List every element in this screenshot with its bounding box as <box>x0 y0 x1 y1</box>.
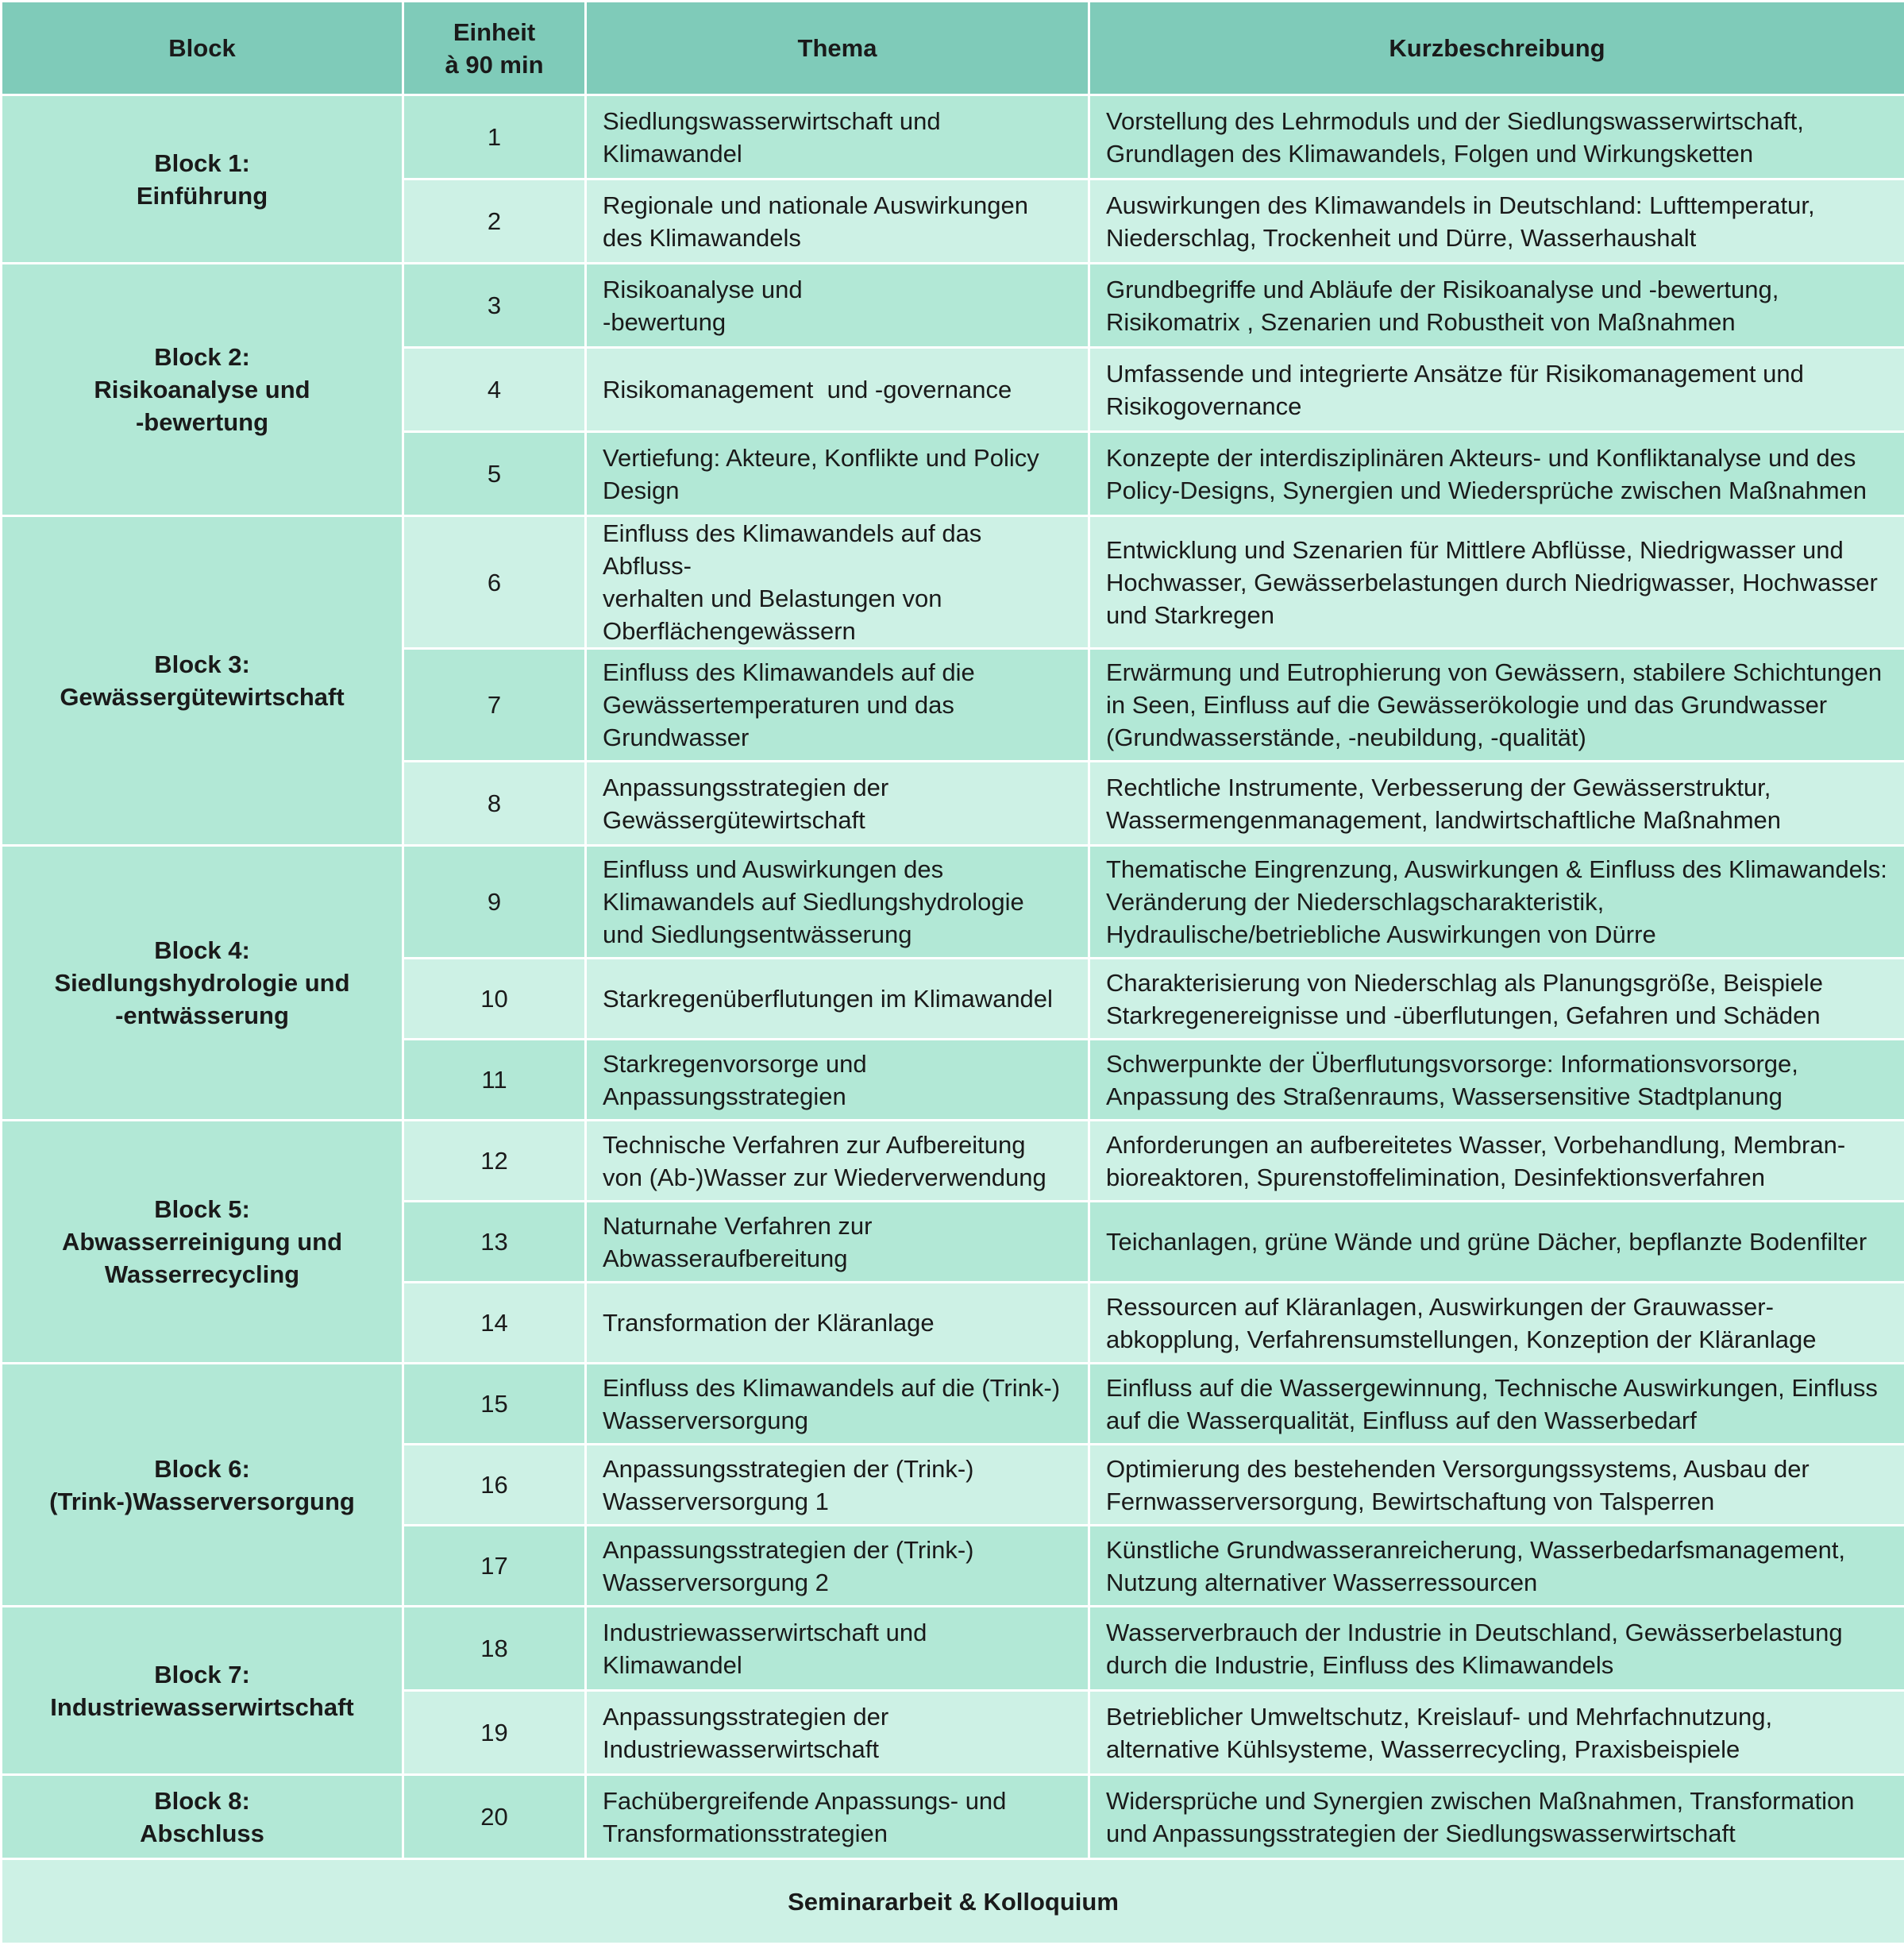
table-row <box>2 1364 1904 1445</box>
block-title: Abwasserreinigung und <box>62 1228 342 1256</box>
topic-cell: Transformation der Kläranlage <box>586 1283 1089 1364</box>
description-cell: Konzepte der interdisziplinären Akteurs- und Konfliktanalyse und des Policy-Designs, Synergien und Wiedersprüche zwischen Maßnahmen <box>1089 432 1904 516</box>
unit-number: 15 <box>403 1364 586 1445</box>
description-cell: Umfassende und integrierte Ansätze für Risikomanagement und Risikogovernance <box>1089 348 1904 432</box>
table-row <box>2 1607 1904 1691</box>
unit-number: 9 <box>403 846 586 959</box>
table-row <box>2 846 1904 959</box>
block-cell-5 <box>2 1121 403 1364</box>
unit-number: 1 <box>403 95 586 179</box>
unit-number: 12 <box>403 1121 586 1202</box>
description-cell: Entwicklung und Szenarien für Mittlere Abflüsse, Niedrigwasser und Hochwasser, Gewässerbelastungen durch Niedrigwasser, Hochwasser und Starkregen <box>1089 516 1904 649</box>
topic-cell: Vertiefung: Akteure, Konflikte und Policy Design <box>586 432 1089 516</box>
description-cell: Schwerpunkte der Überflutungsvorsorge: Informationsvorsorge, Anpassung des Straßenraums, Wassersensitive Stadtplanung <box>1089 1040 1904 1121</box>
description-cell: Charakterisierung von Niederschlag als Planungsgröße, Beispiele Starkregenereignisse und -überflutungen, Gefahren und Schäden <box>1089 959 1904 1040</box>
unit-number: 16 <box>403 1445 586 1526</box>
block-title: Einführung <box>137 182 268 210</box>
description-cell: Einfluss auf die Wassergewinnung, Technische Auswirkungen, Einfluss auf die Wasserqualität, Einfluss auf den Wasserbedarf <box>1089 1364 1904 1445</box>
block-cell-7 <box>2 1607 403 1775</box>
block-title: Gewässergütewirtschaft <box>60 683 344 711</box>
block-cell-2 <box>2 264 403 516</box>
header-thema: Thema <box>586 2 1089 95</box>
description-cell: Auswirkungen des Klimawandels in Deutschland: Lufttemperatur, Niederschlag, Trockenheit und Dürre, Wasserhaushalt <box>1089 179 1904 264</box>
topic-cell: Anpassungsstrategien der (Trink-) Wasserversorgung 2 <box>586 1526 1089 1607</box>
topic-cell: Anpassungsstrategien der Industriewasserwirtschaft <box>586 1691 1089 1775</box>
table-row <box>2 516 1904 649</box>
topic-cell: Industriewasserwirtschaft und Klimawandel <box>586 1607 1089 1691</box>
block-title: Siedlungshydrologie und <box>55 969 350 997</box>
description-cell: Teichanlagen, grüne Wände und grüne Dächer, bepflanzte Bodenfilter <box>1089 1202 1904 1283</box>
block-cell-6 <box>2 1364 403 1607</box>
topic-cell: Einfluss des Klimawandels auf die (Trink-) Wasserversorgung <box>586 1364 1089 1445</box>
topic-cell: Risikomanagement und -governance <box>586 348 1089 432</box>
description-cell: Optimierung des bestehenden Versorgungssystems, Ausbau der Fernwasserversorgung, Bewirtschaftung von Talsperren <box>1089 1445 1904 1526</box>
block-title: Abschluss <box>140 1820 264 1847</box>
block-title: (Trink-)Wasserversorgung <box>49 1488 355 1515</box>
block-label: Block 3: <box>154 650 250 678</box>
header-einheit-line1: Einheit <box>453 18 535 46</box>
block-title: Risikoanalyse und <box>94 376 310 403</box>
topic-cell: Anpassungsstrategien der (Trink-) Wasserversorgung 1 <box>586 1445 1089 1526</box>
description-cell: Ressourcen auf Kläranlagen, Auswirkungen der Grauwasser- abkopplung, Verfahrensumstellungen, Konzeption der Kläranlage <box>1089 1283 1904 1364</box>
footer-row <box>2 1859 1904 1944</box>
description-cell: Widersprüche und Synergien zwischen Maßnahmen, Transformation und Anpassungsstrategien der Siedlungswasserwirtschaft <box>1089 1775 1904 1859</box>
description-cell: Wasserverbrauch der Industrie in Deutschland, Gewässerbelastung durch die Industrie, Einfluss des Klimawandels <box>1089 1607 1904 1691</box>
block-label: Block 2: <box>154 343 250 371</box>
description-cell: Thematische Eingrenzung, Auswirkungen & Einfluss des Klimawandels: Veränderung der Niederschlagscharakteristik, Hydraulische/betriebliche Auswirkungen von Dürre <box>1089 846 1904 959</box>
unit-number: 6 <box>403 516 586 649</box>
description-cell: Betrieblicher Umweltschutz, Kreislauf- und Mehrfachnutzung, alternative Kühlsysteme, Wasserrecycling, Praxisbeispiele <box>1089 1691 1904 1775</box>
description-cell: Erwärmung und Eutrophierung von Gewässern, stabilere Schichtungen in Seen, Einfluss auf die Gewässerökologie und das Grundwasser (Grundwasserstände, -neubildung, -qualität) <box>1089 649 1904 762</box>
block-label: Block 6: <box>154 1455 250 1483</box>
unit-number: 3 <box>403 264 586 348</box>
unit-number: 13 <box>403 1202 586 1283</box>
unit-number: 10 <box>403 959 586 1040</box>
unit-number: 7 <box>403 649 586 762</box>
topic-cell: Risikoanalyse und -bewertung <box>586 264 1089 348</box>
footer-seminar: Seminararbeit & Kolloquium <box>2 1859 1904 1944</box>
table-row <box>2 95 1904 179</box>
unit-number: 4 <box>403 348 586 432</box>
block-title-cont: -bewertung <box>136 408 268 436</box>
topic-cell: Einfluss des Klimawandels auf das Abfluss- verhalten und Belastungen von Oberflächengewässern <box>586 516 1089 649</box>
topic-cell: Regionale und nationale Auswirkungen des Klimawandels <box>586 179 1089 264</box>
header-einheit-line2: à 90 min <box>445 51 543 79</box>
header-kurzbeschreibung: Kurzbeschreibung <box>1089 2 1904 95</box>
block-cell-1 <box>2 95 403 264</box>
description-cell: Anforderungen an aufbereitetes Wasser, Vorbehandlung, Membran- bioreaktoren, Spurenstoffelimination, Desinfektionsverfahren <box>1089 1121 1904 1202</box>
table-row <box>2 1775 1904 1859</box>
description-cell: Vorstellung des Lehrmoduls und der Siedlungswasserwirtschaft, Grundlagen des Klimawandels, Folgen und Wirkungsketten <box>1089 95 1904 179</box>
header-block: Block <box>2 2 403 95</box>
unit-number: 18 <box>403 1607 586 1691</box>
topic-cell: Siedlungswasserwirtschaft und Klimawandel <box>586 95 1089 179</box>
description-cell: Künstliche Grundwasseranreicherung, Wasserbedarfsmanagement, Nutzung alternativer Wasserressourcen <box>1089 1526 1904 1607</box>
block-cell-3 <box>2 516 403 846</box>
block-cell-8 <box>2 1775 403 1859</box>
description-cell: Rechtliche Instrumente, Verbesserung der Gewässerstruktur, Wassermengenmanagement, landwirtschaftliche Maßnahmen <box>1089 762 1904 846</box>
unit-number: 5 <box>403 432 586 516</box>
unit-number: 2 <box>403 179 586 264</box>
unit-number: 19 <box>403 1691 586 1775</box>
block-title-cont: Wasserrecycling <box>105 1260 299 1288</box>
block-label: Block 1: <box>154 149 250 177</box>
unit-number: 8 <box>403 762 586 846</box>
header-row <box>2 2 1904 95</box>
block-cell-4 <box>2 846 403 1121</box>
topic-cell: Technische Verfahren zur Aufbereitung von (Ab-)Wasser zur Wiederverwendung <box>586 1121 1089 1202</box>
block-title-cont: -entwässerung <box>115 1001 289 1029</box>
header-einheit <box>403 2 586 95</box>
topic-cell: Einfluss und Auswirkungen des Klimawandels auf Siedlungshydrologie und Siedlungsentwässerung <box>586 846 1089 959</box>
topic-cell: Fachübergreifende Anpassungs- und Transformationsstrategien <box>586 1775 1089 1859</box>
block-label: Block 5: <box>154 1195 250 1223</box>
table-row <box>2 1121 1904 1202</box>
topic-cell: Starkregenüberflutungen im Klimawandel <box>586 959 1089 1040</box>
block-label: Block 4: <box>154 936 250 964</box>
block-label: Block 8: <box>154 1787 250 1815</box>
topic-cell: Starkregenvorsorge und Anpassungsstrategien <box>586 1040 1089 1121</box>
topic-cell: Einfluss des Klimawandels auf die Gewässertemperaturen und das Grundwasser <box>586 649 1089 762</box>
description-cell: Grundbegriffe und Abläufe der Risikoanalyse und -bewertung, Risikomatrix , Szenarien und Robustheit von Maßnahmen <box>1089 264 1904 348</box>
topic-cell: Anpassungsstrategien der Gewässergütewirtschaft <box>586 762 1089 846</box>
unit-number: 14 <box>403 1283 586 1364</box>
unit-number: 17 <box>403 1526 586 1607</box>
topic-cell: Naturnahe Verfahren zur Abwasseraufbereitung <box>586 1202 1089 1283</box>
unit-number: 11 <box>403 1040 586 1121</box>
table-row <box>2 264 1904 348</box>
block-title: Industriewasserwirtschaft <box>50 1693 353 1721</box>
unit-number: 20 <box>403 1775 586 1859</box>
block-label: Block 7: <box>154 1661 250 1688</box>
